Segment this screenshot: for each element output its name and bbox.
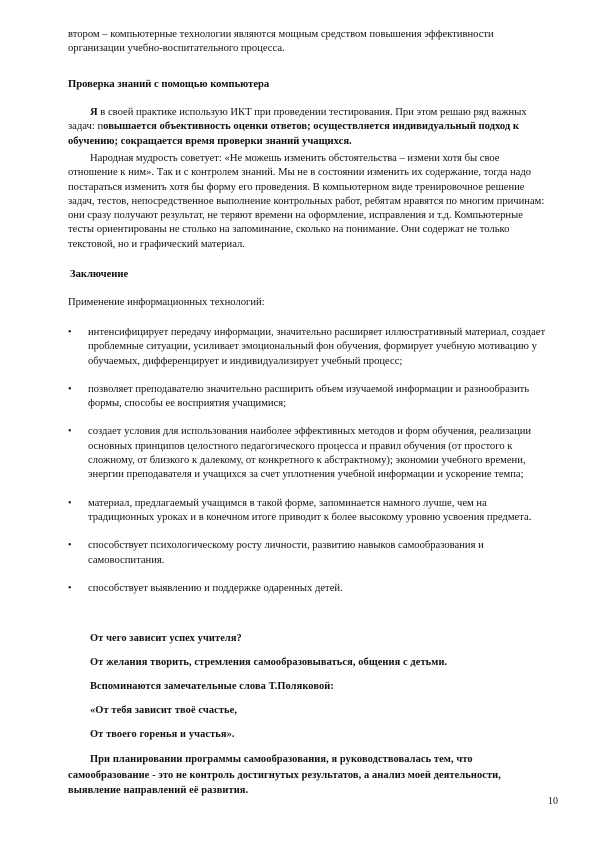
bullet-icon: • <box>68 540 72 552</box>
list-item: • способствует выявлению и поддержке одаренных детей. <box>68 582 548 596</box>
page-number: 10 <box>548 796 558 807</box>
list-item: • материал, предлагаемый учащимся в такой форме, запоминается намного лучше, чем на традиционных уроках и в конечном итоге приводит к более высокому уровню усвоения предмета. <box>68 497 532 523</box>
bullet-icon: • <box>68 497 72 509</box>
closing-question: От чего зависит успех учителя? <box>90 633 242 644</box>
paragraph-normal-text: в своей практике использую ИКТ при проведении тестирования. При этом решаю ряд важных задач: п <box>68 107 527 133</box>
conclusion-intro: Применение информационных технологий: <box>68 297 265 308</box>
conclusion-bullet-list <box>68 326 548 610</box>
bullet-icon: • <box>68 582 72 594</box>
list-item: • позволяет преподавателю значительно расширить объем изучаемой информации и разнообразить формы, способы ее восприятия учащимися; <box>68 383 530 410</box>
bullet-icon: • <box>68 426 72 438</box>
top-paragraph: втором – компьютерные технологии являются мощным средством повышения эффективности организации учебно-воспитательного процесса. <box>68 29 494 55</box>
closing-recall: Вспоминаются замечательные слова Т.Поляковой: <box>90 681 334 692</box>
closing-quote-line-1: «От тебя зависит твоё счастье, <box>90 705 238 716</box>
closing-quote-line-2: От твоего горенья и участья». <box>90 729 235 740</box>
list-item: • создает условия для использования наиболее эффективных методов и форм обучения, реализации основных принципов целостного педагогического процесса и правил обучения (от простого к сложному, от близкого к далекому, от конкретного к абстрактному); экономии учебного времени, энергии преподавателя и учащихся за счет уплотнения учебной информации и ускорение темпа; <box>68 426 532 481</box>
paragraph-ict-testing <box>68 106 548 149</box>
paragraph-folk-wisdom: Народная мудрость советует: «Не можешь изменить обстоятельства – измени хотя бы свое отношение к ним». Так и с контролем знаний. Мы не в состоянии изменить их содержание, тогда надо постараться изменить хотя бы форму его проведения. В компьютерном виде тренировочное решение задач, тестов, непосредственное выполнение контрольных работ, ребятам нравятся по многим причинам: они сразу получают результат, не теряют времени на оформление, исправления и т.д. Компьютерные тесты ориентированы не столько на запоминание, сколько на понимание. Они содержат не только текстовой, но и графический материал. <box>68 153 545 250</box>
list-item: • интенсифицирует передачу информации, значительно расширяет иллюстративный материал, создает проблемные ситуации, усиливает эмоциональный фон обучения, формирует учебную мотивацию у обучаемых, дифференцирует и индивидуализирует учебный процесс; <box>68 327 546 367</box>
bullet-icon: • <box>68 327 72 338</box>
list-item: • способствует психологическому росту личности, развитию навыков самообразования и самовоспитания. <box>68 540 484 566</box>
section-heading-conclusion: Заключение <box>70 269 129 280</box>
closing-answer: От желания творить, стремления самообразовываться, общения с детьми. <box>90 657 448 668</box>
section-heading-knowledge-check: Проверка знаний с помощью компьютера <box>68 79 270 90</box>
bullet-icon: • <box>68 383 72 395</box>
paragraph-bold-text: овышается объективность оценки ответов; осуществляется индивидуальный подход к обучению; сокращается время проверки знаний учащихся. <box>68 121 520 147</box>
paragraph-start-word: Я <box>90 107 98 118</box>
closing-final-paragraph: При планировании программы самообразования, я руководствовалась тем, что самообразование - это не контроль достигнутых результатов, а анализ моей деятельности, выявление направлений её развития. <box>68 754 501 796</box>
